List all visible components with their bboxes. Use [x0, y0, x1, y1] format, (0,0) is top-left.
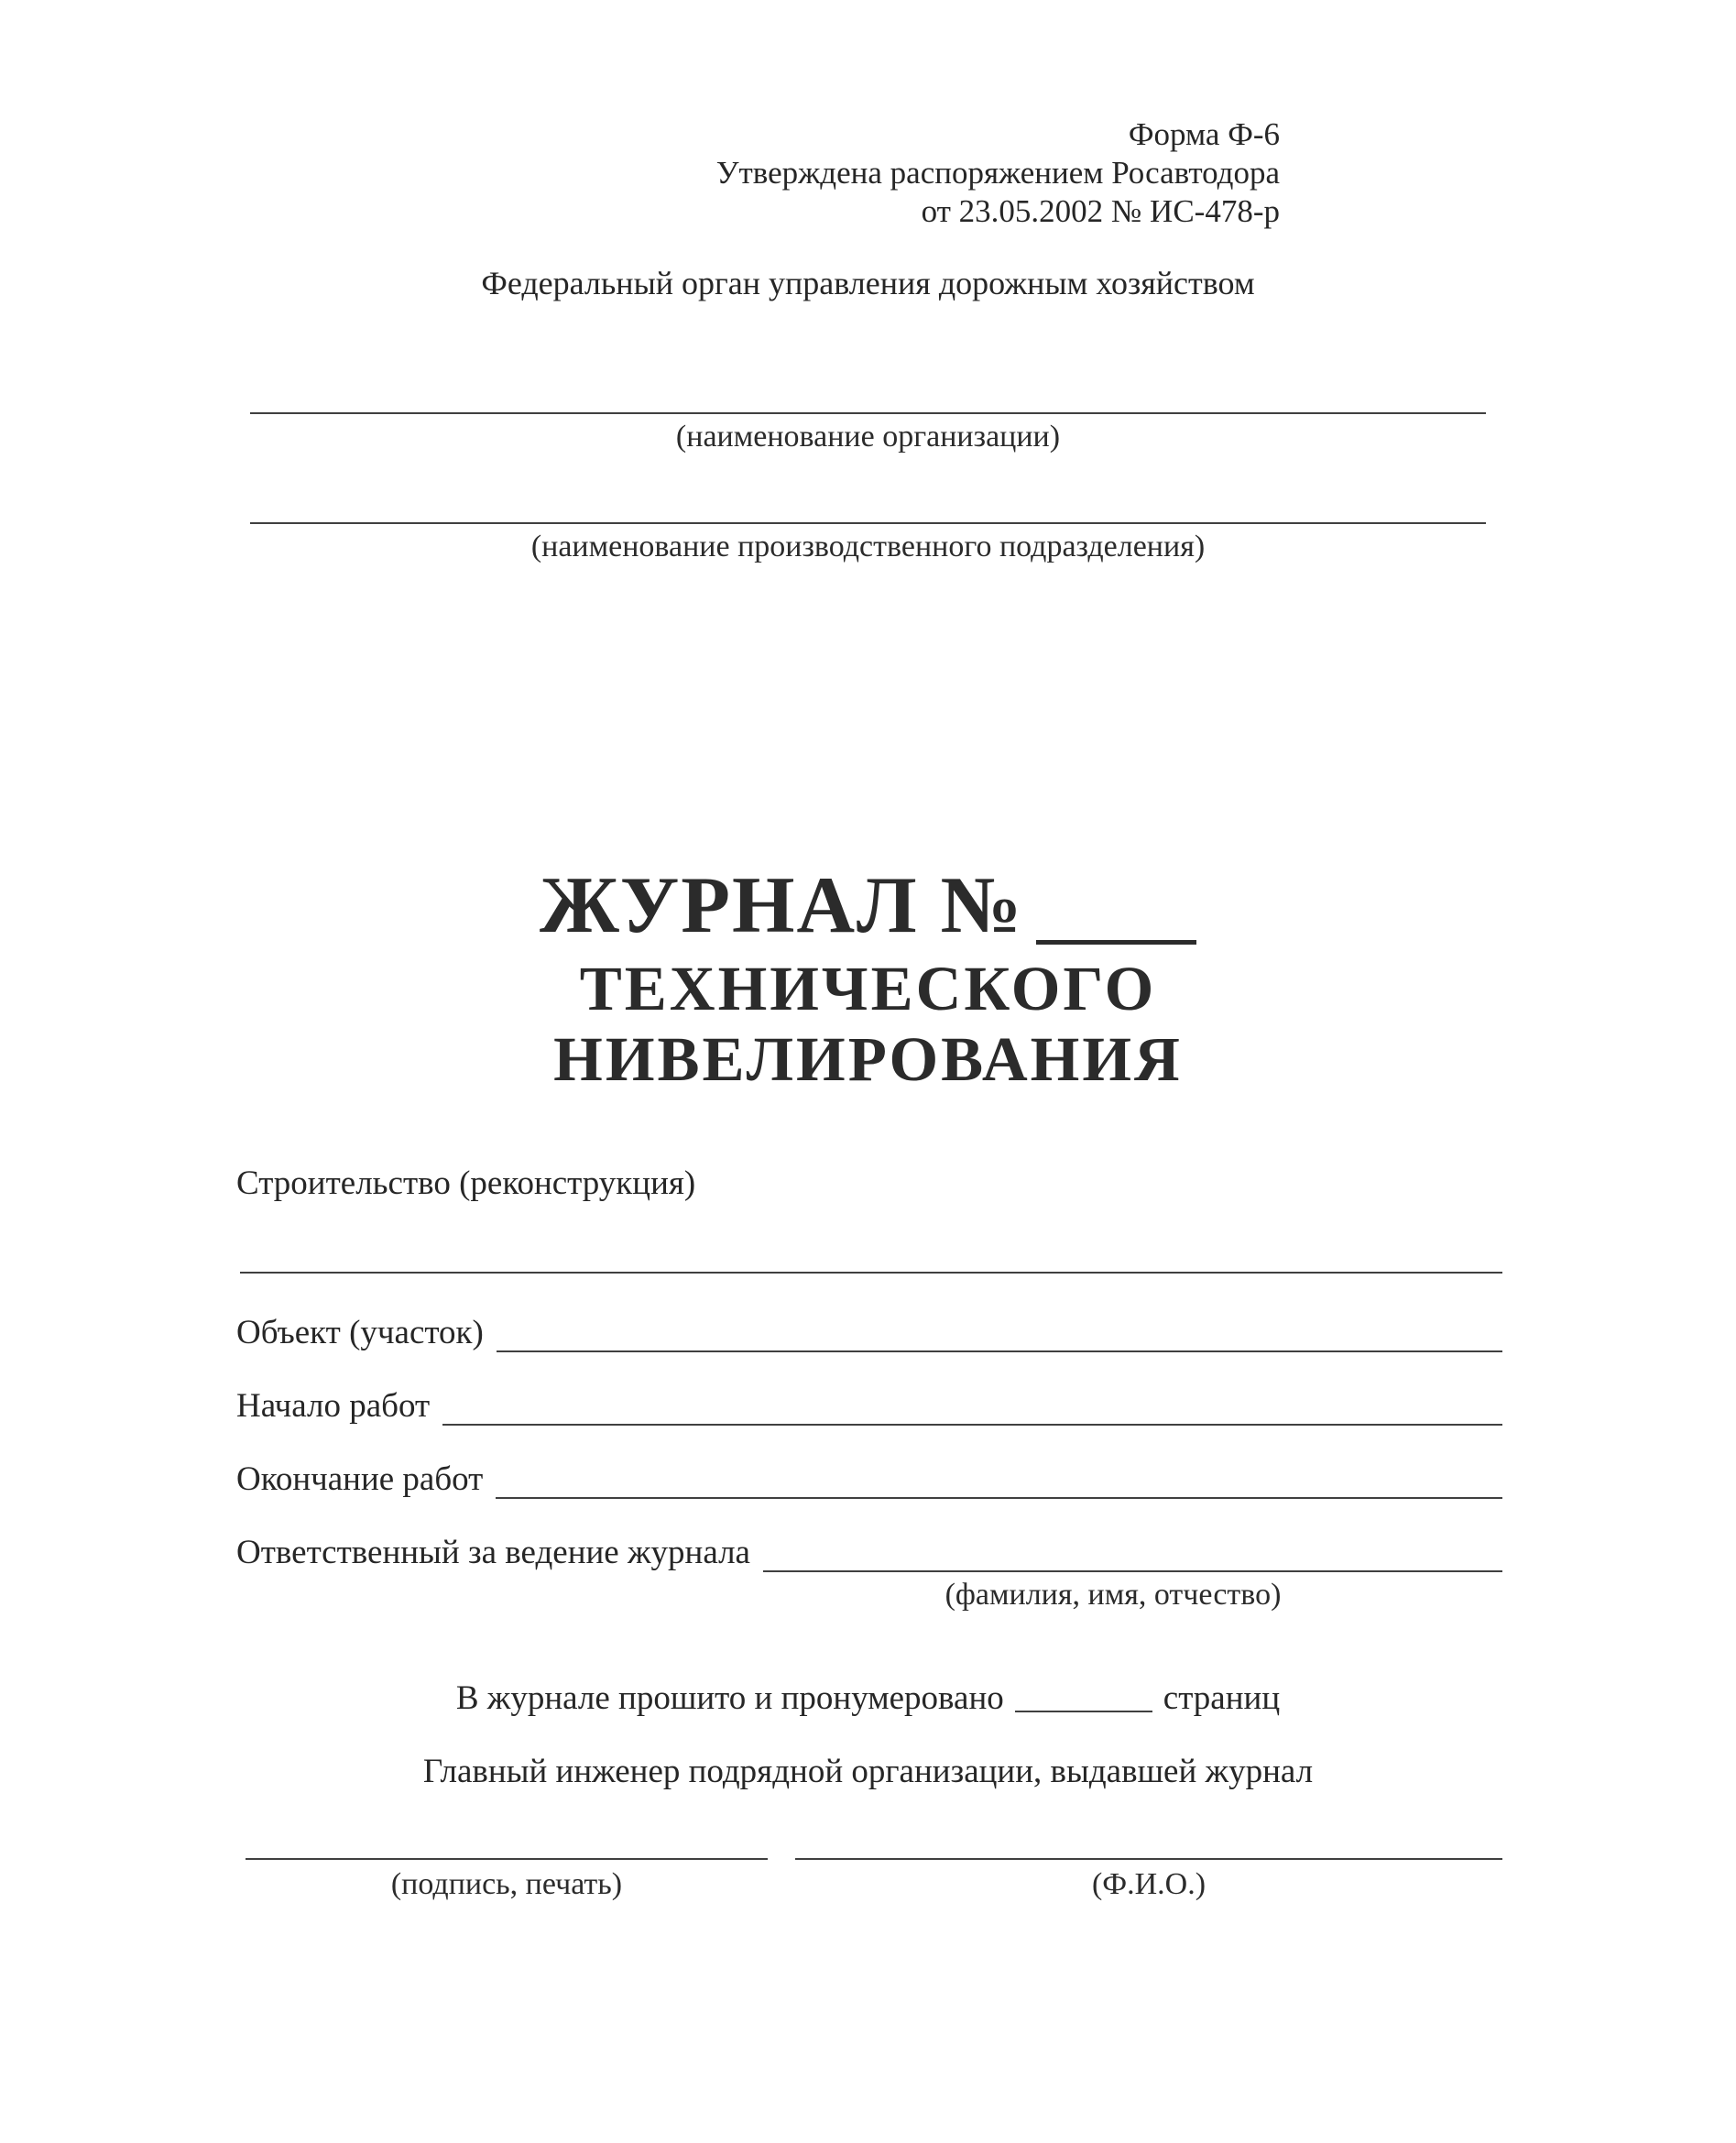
approval-line-2: от 23.05.2002 № ИС-478-р [921, 193, 1280, 229]
pages-count-line [0, 1678, 1736, 1718]
object-blank-line [497, 1316, 1502, 1352]
fio-signature-caption: (Ф.И.О.) [1091, 1867, 1206, 1901]
journal-title-prefix: ЖУРНАЛ № [539, 861, 1024, 950]
journal-title-line-2: ТЕХНИЧЕСКОГО [579, 954, 1157, 1023]
work-finish-label: Окончание работ [236, 1460, 484, 1498]
work-start-field-row [236, 1385, 1502, 1426]
object-field-row [236, 1312, 1502, 1352]
fio-caption: (фамилия, имя, отчество) [944, 1578, 1282, 1612]
approval-line-1: Утверждена распоряжением Росавтодора [715, 155, 1280, 191]
subdivision-blank-line [250, 522, 1486, 524]
work-start-label: Начало работ [236, 1387, 431, 1425]
responsible-field-row [236, 1532, 1502, 1572]
signature-caption: (подпись, печать) [390, 1867, 623, 1901]
chief-engineer-line: Главный инженер подрядной организации, выдавшей журнал [422, 1753, 1314, 1790]
journal-number-blank [1036, 940, 1196, 945]
subdivision-caption: (наименование производственного подразделения) [530, 530, 1206, 563]
agency-line: Федеральный орган управления дорожным хозяйством [481, 265, 1255, 301]
construction-label: Строительство (реконструкция) [236, 1164, 696, 1202]
journal-title-line-3: НИВЕЛИРОВАНИЯ [553, 1024, 1183, 1094]
work-finish-blank-line [496, 1462, 1502, 1499]
journal-title-line-1 [0, 859, 1736, 952]
work-finish-field-row [236, 1459, 1502, 1499]
pages-count-blank [1015, 1711, 1152, 1712]
responsible-label: Ответственный за ведение журнала [236, 1534, 750, 1571]
work-start-blank-line [442, 1389, 1502, 1426]
approval-block [0, 115, 1280, 231]
organization-caption: (наименование организации) [675, 420, 1061, 454]
fio-blank-line [795, 1858, 1502, 1860]
pages-count-prefix: В журнале прошито и пронумеровано [455, 1679, 1004, 1717]
form-code: Форма Ф-6 [1128, 116, 1280, 152]
signature-blank-line [246, 1858, 768, 1860]
pages-count-suffix: страниц [1163, 1679, 1281, 1717]
construction-blank-line [240, 1272, 1502, 1274]
organization-name-blank-line [250, 412, 1486, 414]
object-label: Объект (участок) [236, 1314, 484, 1351]
responsible-blank-line [763, 1536, 1502, 1572]
